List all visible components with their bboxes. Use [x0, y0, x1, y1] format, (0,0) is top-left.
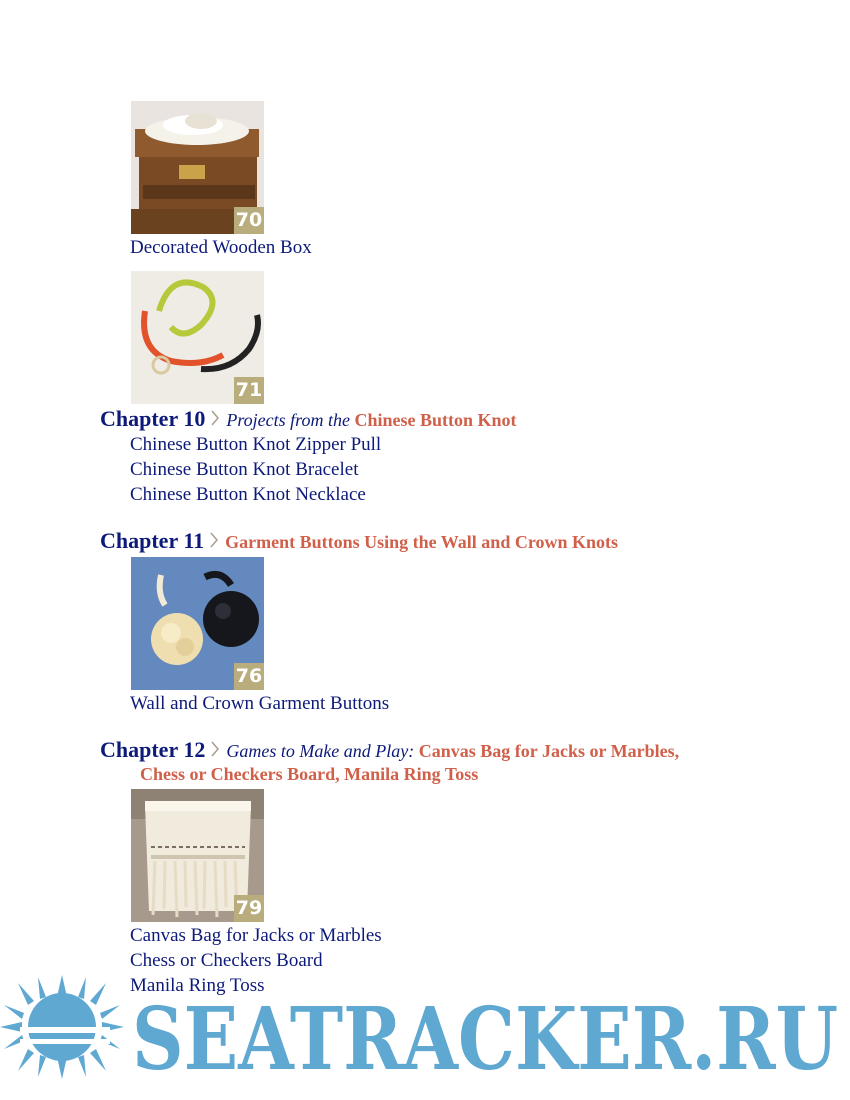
chapter-subtitle: Games to Make and Play:	[226, 741, 419, 761]
chapter-highlight: Garment Buttons Using the Wall and Crown Knots	[225, 532, 619, 552]
entry-item: Chinese Button Knot Necklace	[130, 484, 366, 505]
wooden-box-photo	[131, 101, 264, 234]
chevron-right-icon	[210, 409, 220, 427]
canvas-bag-photo	[131, 789, 264, 922]
chevron-right-icon	[210, 740, 220, 758]
chapter-highlight: Chinese Button Knot	[354, 410, 517, 430]
caption-garment-buttons: Wall and Crown Garment Buttons	[130, 693, 390, 714]
chapter-12-heading	[100, 737, 679, 763]
chapter-highlight-continued: Chess or Checkers Board, Manila Ring Toss	[140, 764, 479, 784]
sun-logo-icon	[0, 975, 124, 1079]
entry-item: Chess or Checkers Board	[130, 950, 323, 971]
page-badge: 70	[234, 207, 264, 234]
chapter-number: Chapter 11	[100, 528, 205, 553]
chapter-subtitle: Projects from the	[226, 410, 355, 430]
bracelets-photo	[131, 271, 264, 404]
entry-item: Manila Ring Toss	[130, 975, 265, 996]
chapter-10-heading	[100, 406, 517, 432]
entry-item: Chinese Button Knot Bracelet	[130, 459, 359, 480]
entry-item: Canvas Bag for Jacks or Marbles	[130, 925, 382, 946]
chapter-highlight: Canvas Bag for Jacks or Marbles,	[418, 741, 680, 761]
chapter-number: Chapter 10	[100, 406, 206, 431]
caption-wooden-box: Decorated Wooden Box	[130, 237, 312, 258]
garment-buttons-photo	[131, 557, 264, 690]
watermark-text: SEATRACKER.RU	[132, 989, 838, 1090]
chapter-number: Chapter 12	[100, 737, 206, 762]
page-badge: 76	[234, 663, 264, 690]
watermark	[0, 975, 850, 1100]
chapter-11-heading	[100, 528, 618, 554]
entry-item: Chinese Button Knot Zipper Pull	[130, 434, 382, 455]
page-badge: 71	[234, 377, 264, 404]
chevron-right-icon	[209, 531, 219, 549]
page-badge: 79	[234, 895, 264, 922]
